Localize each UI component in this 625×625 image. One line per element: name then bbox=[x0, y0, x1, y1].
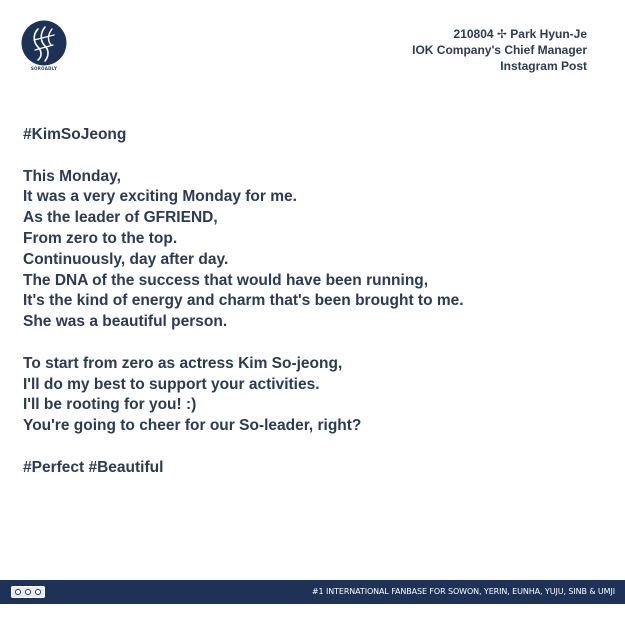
footer-fanbase-text: #1 INTERNATIONAL FANBASE FOR SOWON, YERIN, EUNHA, YUJU, SINB & UMJI bbox=[311, 587, 615, 596]
text-line: This Monday, bbox=[23, 167, 121, 185]
spacer bbox=[23, 437, 593, 458]
spacer bbox=[23, 146, 593, 167]
post-header bbox=[412, 26, 587, 74]
text-line: You're going to cheer for our So-leader, right? bbox=[23, 417, 362, 435]
logo bbox=[21, 20, 67, 72]
footer-bar bbox=[0, 580, 625, 604]
post-content bbox=[23, 125, 593, 479]
hashtags-footer: #Perfect #Beautiful bbox=[23, 458, 164, 476]
spacer bbox=[23, 333, 593, 354]
logo-caption: SOROADLY bbox=[30, 66, 58, 71]
text-line: Continuously, day after day. bbox=[23, 250, 229, 268]
text-line: As the leader of GFRIEND, bbox=[23, 209, 218, 227]
text-line: She was a beautiful person. bbox=[23, 313, 228, 331]
text-line: It was a very exciting Monday for me. bbox=[23, 188, 297, 206]
text-line: To start from zero as actress Kim So-jeong, bbox=[23, 354, 343, 372]
header-role: IOK Company's Chief Manager bbox=[412, 43, 587, 57]
text-line: It's the kind of energy and charm that's been brought to me. bbox=[23, 292, 464, 310]
text-line: The DNA of the success that would have been running, bbox=[23, 271, 429, 289]
header-source: Instagram Post bbox=[500, 59, 587, 73]
text-line: From zero to the top. bbox=[23, 229, 178, 247]
creative-commons-badge-icon bbox=[11, 586, 45, 598]
hashtag-title: #KimSoJeong bbox=[23, 126, 127, 143]
gfriend-logo-icon bbox=[21, 20, 67, 66]
text-line: I'll be rooting for you! :) bbox=[23, 396, 197, 414]
text-line: I'll do my best to support your activities. bbox=[23, 375, 320, 393]
header-date-author: 210804 ✢ Park Hyun-Je bbox=[453, 27, 587, 41]
